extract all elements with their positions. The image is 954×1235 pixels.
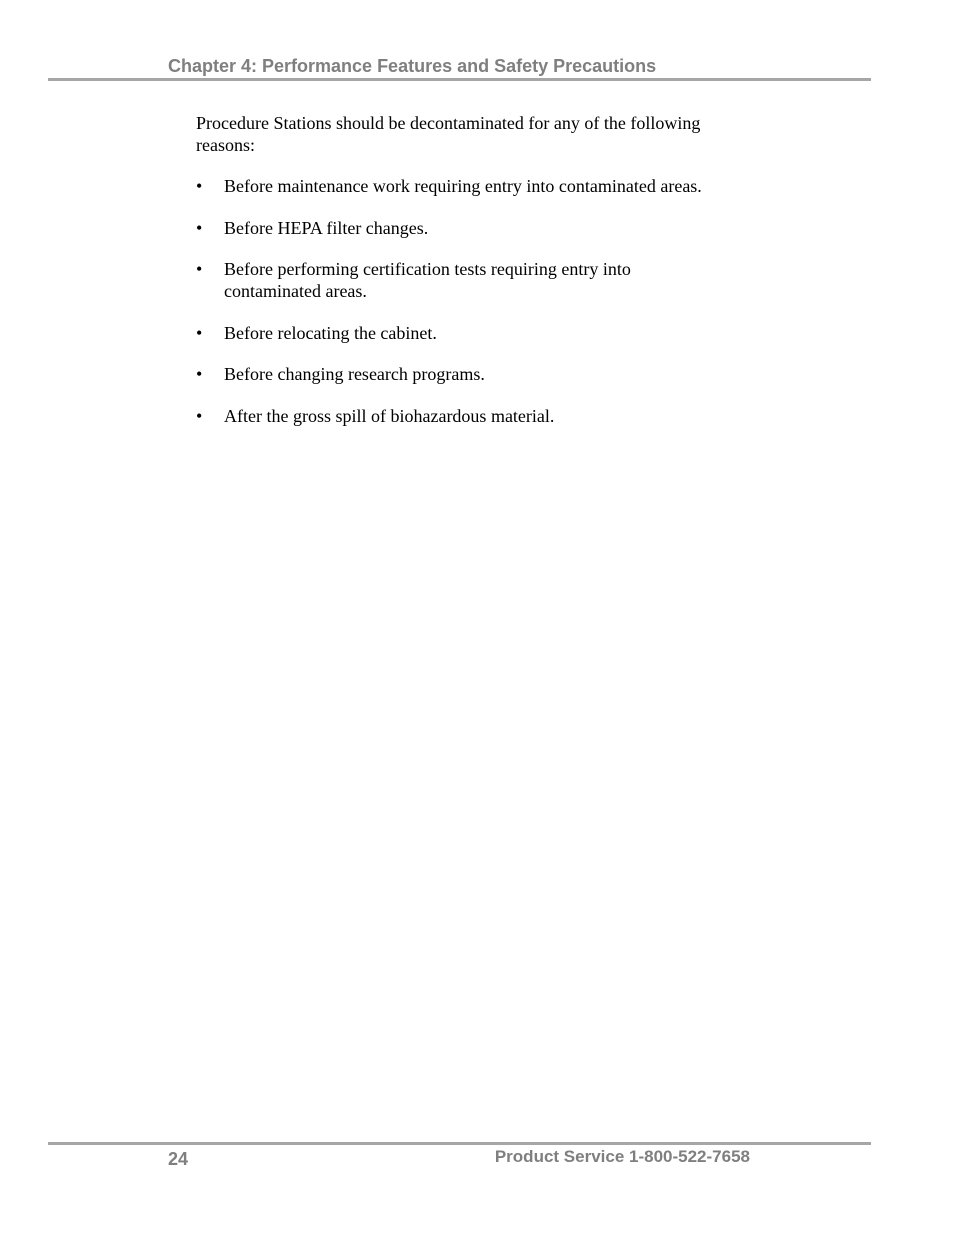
list-item (196, 405, 756, 427)
decontamination-reasons-list (196, 175, 756, 446)
footer-divider (48, 1142, 871, 1145)
list-item-text: Before changing research programs. (224, 364, 485, 384)
list-item-text: Before relocating the cabinet. (224, 322, 437, 343)
bullet-icon: • (196, 322, 203, 343)
bullet-icon: • (196, 405, 203, 426)
list-item-text: Before HEPA filter changes. (224, 217, 429, 238)
page-number: 24 (168, 1149, 189, 1169)
list-item (196, 363, 756, 385)
bullet-icon: • (196, 259, 203, 279)
bullet-icon: • (196, 176, 203, 196)
header-divider (48, 78, 871, 81)
list-item-text: Before performing certification tests requiring entry into contaminated areas. (224, 259, 631, 301)
product-service-phone: Product Service 1-800-522-7658 (494, 1147, 750, 1166)
intro-paragraph: Procedure Stations should be decontaminated for any of the following reasons: (196, 113, 701, 155)
list-item-text: After the gross spill of biohazardous material. (224, 405, 555, 426)
list-item (196, 175, 756, 197)
list-item (196, 217, 756, 239)
list-item (196, 258, 664, 302)
bullet-icon: • (196, 364, 203, 384)
list-item-text: Before maintenance work requiring entry into contaminated areas. (224, 176, 702, 196)
chapter-title: Chapter 4: Performance Features and Safety Precautions (168, 56, 657, 76)
list-item (196, 322, 756, 344)
bullet-icon: • (196, 217, 203, 238)
